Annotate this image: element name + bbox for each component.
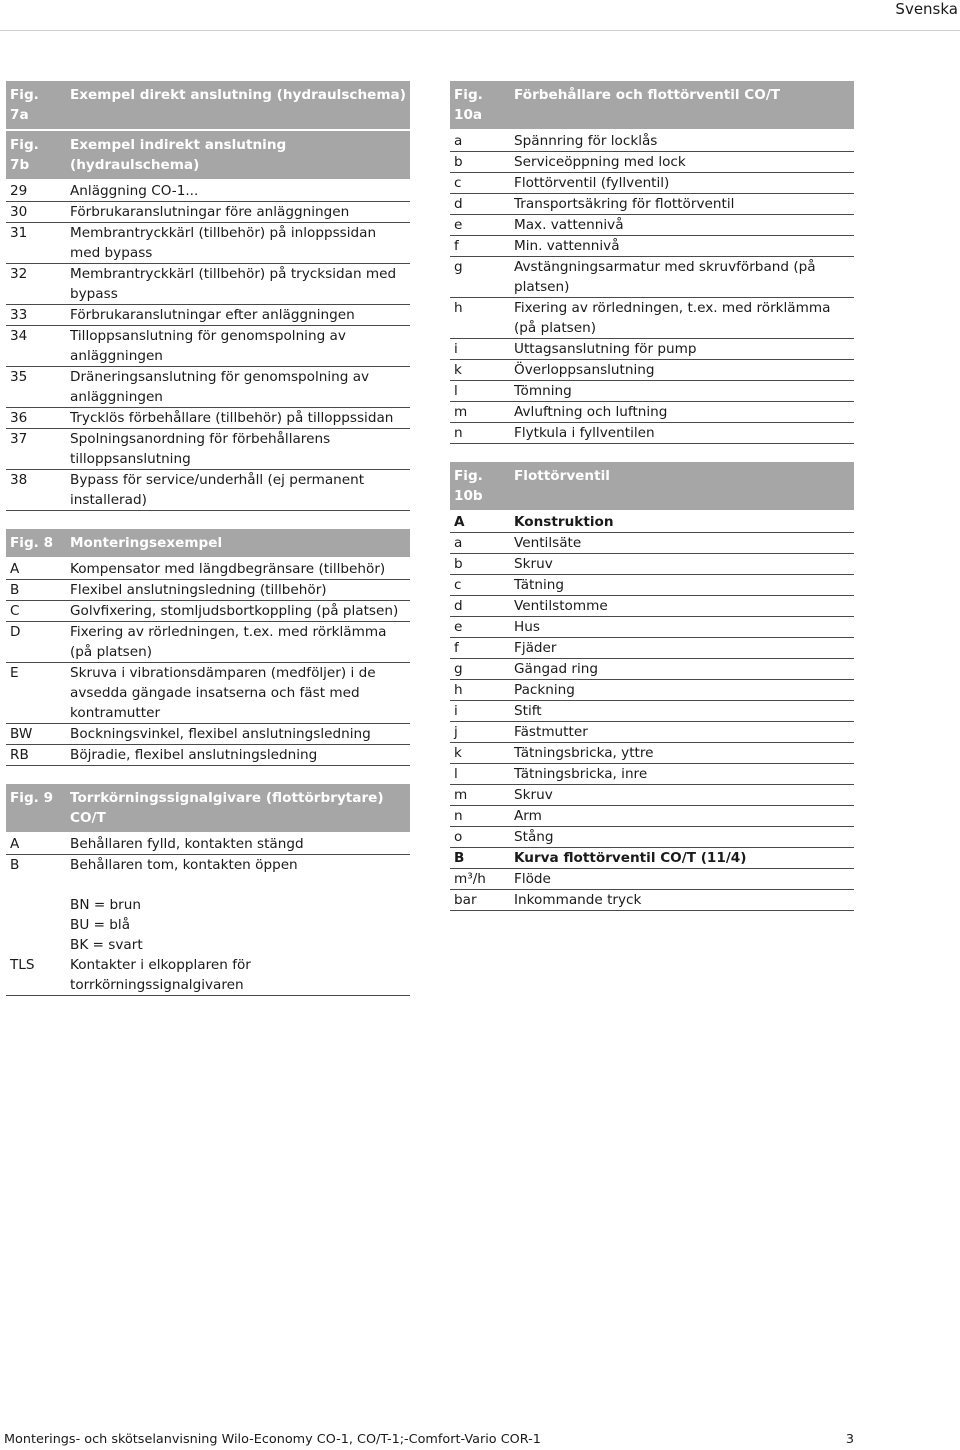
legend-row [450,596,854,617]
legend-text: Packning [510,680,854,701]
legend-key: TLS [6,955,66,996]
legend-key: Fig. 7a [6,81,66,130]
legend-text: Transportsäkring för flottörventil [510,194,854,215]
legend-key: b [450,152,510,173]
legend-row [6,833,410,855]
legend-row [6,202,410,223]
legend-text: Förbehållare och flottörventil CO/T [510,81,854,130]
legend-head-row [6,81,410,130]
legend-text: Böjradie, flexibel anslutningsledning [66,745,410,766]
legend-text: Fjäder [510,638,854,659]
legend-text: Bockningsvinkel, flexibel anslutningsledning [66,724,410,745]
legend-row [6,326,410,367]
legend-spacer [6,875,410,895]
legend-text: Kontakter i elkopplaren för torrkörningssignalgivaren [66,955,410,996]
footer-title: Monterings- och skötselanvisning Wilo-Economy CO-1, CO/T-1;-Comfort-Vario COR-1 [4,1432,541,1447]
legend-row [450,659,854,680]
legend-text: Gängad ring [510,659,854,680]
legend-key: Fig. 10a [450,81,510,130]
legend-key: B [6,580,66,601]
legend-text: Avluftning och luftning [510,402,854,423]
legend-text: Fixering av rörledningen, t.ex. med rörklämma (på platsen) [66,622,410,663]
legend-text: Behållaren fylld, kontakten stängd [66,833,410,855]
legend-text: Avstängningsarmatur med skruvförband (på platsen) [510,257,854,298]
legend-key: A [6,833,66,855]
legend-key: A [450,511,510,533]
legend-key: g [450,257,510,298]
legend-row [6,724,410,745]
legend-text: Kompensator med längdbegränsare (tillbehör) [66,558,410,580]
legend-key: d [450,194,510,215]
legend-fig9 [6,784,410,996]
legend-row [6,855,410,876]
legend-key: 34 [6,326,66,367]
legend-text: Flottörventil (fyllventil) [510,173,854,194]
legend-text: Arm [510,806,854,827]
legend-row [6,663,410,724]
legend-key: k [450,743,510,764]
legend-key: l [450,764,510,785]
legend-row [450,173,854,194]
legend-head-row [6,529,410,558]
wire-color-black: BK = svart [70,937,143,953]
wire-color-blue: BU = blå [70,917,131,933]
legend-text: Skruv [510,554,854,575]
legend-row [450,215,854,236]
legend-key: n [450,806,510,827]
legend-text: Tilloppsanslutning för genomspolning av anläggningen [66,326,410,367]
legend-text: Tätning [510,575,854,596]
left-column [6,81,410,1014]
legend-key: 30 [6,202,66,223]
legend-row [6,264,410,305]
legend-row [450,617,854,638]
legend-row [6,305,410,326]
legend-row [6,223,410,264]
legend-row [450,152,854,173]
legend-key: RB [6,745,66,766]
legend-key: Fig. 8 [6,529,66,558]
legend-key: 35 [6,367,66,408]
legend-row [6,558,410,580]
legend-text: Kurva flottörventil CO/T (11/4) [510,848,854,869]
legend-key: 32 [6,264,66,305]
legend-key: C [6,601,66,622]
legend-row [450,130,854,152]
legend-row [6,955,410,996]
legend-text: Exempel direkt anslutning (hydraulschema) [66,81,410,130]
legend-row [6,580,410,601]
legend-row [450,298,854,339]
legend-row [450,680,854,701]
legend-key: e [450,617,510,638]
legend-text: Flexibel anslutningsledning (tillbehör) [66,580,410,601]
legend-row [450,381,854,402]
legend-key: d [450,596,510,617]
legend-key: B [450,848,510,869]
legend-text: Trycklös förbehållare (tillbehör) på tilloppssidan [66,408,410,429]
legend-key: 36 [6,408,66,429]
legend-text: Behållaren tom, kontakten öppen [70,857,298,873]
legend-key: f [450,236,510,257]
legend-key: o [450,827,510,848]
legend-fig8 [6,529,410,766]
legend-text: Membrantryckkärl (tillbehör) på trycksidan med bypass [66,264,410,305]
legend-row [6,935,410,955]
legend-row [450,360,854,381]
legend-text: Ventilsäte [510,533,854,554]
legend-row [6,408,410,429]
legend-key: i [450,339,510,360]
legend-key: Fig. 10b [450,462,510,511]
legend-key: m [450,402,510,423]
legend-text: Serviceöppning med lock [510,152,854,173]
legend-row [6,367,410,408]
legend-row [450,236,854,257]
legend-text: Golvfixering, stomljudsbortkoppling (på platsen) [66,601,410,622]
legend-key: c [450,173,510,194]
legend-text: Tätningsbricka, inre [510,764,854,785]
legend-text: Tömning [510,381,854,402]
legend-key: 37 [6,429,66,470]
legend-key: m³/h [450,869,510,890]
legend-text: Tätningsbricka, yttre [510,743,854,764]
legend-text: Konstruktion [510,511,854,533]
legend-key: 33 [6,305,66,326]
legend-text: Spännring för locklås [510,130,854,152]
legend-row [6,470,410,511]
legend-text: Inkommande tryck [510,890,854,911]
legend-row [450,575,854,596]
legend-row [450,806,854,827]
legend-row [450,722,854,743]
legend-key: j [450,722,510,743]
legend-row [450,743,854,764]
legend-text: Förbrukaranslutningar före anläggningen [66,202,410,223]
legend-key: Fig. 9 [6,784,66,833]
legend-text: Uttagsanslutning för pump [510,339,854,360]
legend-fig10b [450,462,854,911]
legend-row [6,895,410,915]
legend-row [450,764,854,785]
legend-key: e [450,215,510,236]
legend-key: h [450,680,510,701]
legend-key: 38 [6,470,66,511]
legend-key: l [450,381,510,402]
legend-text: Överloppsanslutning [510,360,854,381]
legend-head-row [6,130,410,180]
legend-row [450,701,854,722]
legend-key: n [450,423,510,444]
right-column [450,81,854,929]
legend-text: Max. vattennivå [510,215,854,236]
legend-row [450,869,854,890]
legend-key: m [450,785,510,806]
legend-row [450,533,854,554]
legend-row [450,785,854,806]
legend-key: c [450,575,510,596]
legend-head-row [450,462,854,511]
legend-text: Bypass för service/underhåll (ej permanent installerad) [66,470,410,511]
legend-row [450,511,854,533]
legend-row [6,745,410,766]
legend-row [450,848,854,869]
legend-fig10a [450,81,854,444]
legend-row [6,180,410,202]
legend-row [450,554,854,575]
legend-row [450,890,854,911]
legend-text: Ventilstomme [510,596,854,617]
legend-fig7 [6,81,410,511]
legend-row [6,915,410,935]
legend-key: 29 [6,180,66,202]
legend-text: Exempel indirekt anslutning (hydraulschema) [66,130,410,180]
legend-text: Flöde [510,869,854,890]
legend-text: Fixering av rörledningen, t.ex. med rörklämma (på platsen) [510,298,854,339]
legend-key: B [10,857,20,873]
legend-row [450,402,854,423]
legend-text: Hus [510,617,854,638]
header-divider [0,30,960,31]
legend-text: Membrantryckkärl (tillbehör) på inloppssidan med bypass [66,223,410,264]
legend-head-row [450,81,854,130]
legend-key: bar [450,890,510,911]
legend-text: Anläggning CO-1... [66,180,410,202]
legend-text: Spolningsanordning för förbehållarens tilloppsanslutning [66,429,410,470]
legend-key: a [450,533,510,554]
legend-row [450,194,854,215]
legend-text: Min. vattennivå [510,236,854,257]
legend-key: f [450,638,510,659]
legend-key: a [450,130,510,152]
legend-row [450,638,854,659]
legend-key: h [450,298,510,339]
legend-text: Flottörventil [510,462,854,511]
legend-text: Torrkörningssignalgivare (flottörbrytare) CO/T [66,784,410,833]
legend-key: BW [6,724,66,745]
legend-key: i [450,701,510,722]
legend-row [450,339,854,360]
legend-key: b [450,554,510,575]
legend-row [6,622,410,663]
legend-head-row [6,784,410,833]
legend-text: Förbrukaranslutningar efter anläggningen [66,305,410,326]
legend-key: Fig. 7b [6,130,66,180]
legend-row [6,601,410,622]
legend-key: A [6,558,66,580]
legend-text: Stift [510,701,854,722]
language-label: Svenska [895,0,958,18]
legend-key: g [450,659,510,680]
legend-row [6,429,410,470]
legend-row [450,827,854,848]
legend-text: Skruv [510,785,854,806]
legend-text: Monteringsexempel [66,529,410,558]
page-number: 3 [845,1432,854,1447]
legend-text: Stång [510,827,854,848]
legend-key: 31 [6,223,66,264]
legend-key: E [6,663,66,724]
legend-text: Fästmutter [510,722,854,743]
legend-key: D [6,622,66,663]
legend-text: Skruva i vibrationsdämparen (medföljer) i de avsedda gängade insatserna och fäst med kontramutter [66,663,410,724]
legend-row [450,257,854,298]
legend-text: Dräneringsanslutning för genomspolning av anläggningen [66,367,410,408]
legend-row [450,423,854,444]
legend-key: k [450,360,510,381]
wire-color-brown: BN = brun [70,897,141,913]
legend-text: Flytkula i fyllventilen [510,423,854,444]
